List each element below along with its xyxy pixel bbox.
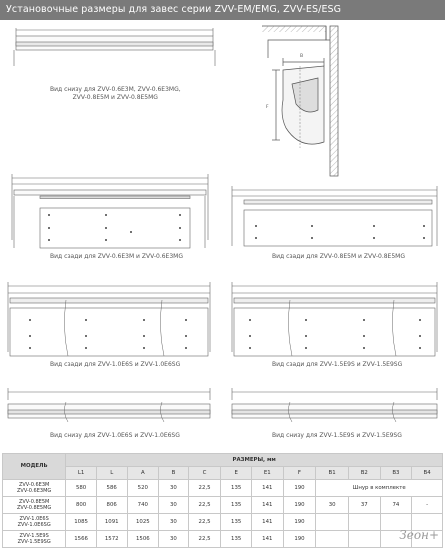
model-name: ZVV-0.6E3MG	[17, 488, 52, 494]
col-header: B	[159, 467, 189, 480]
cell-b1	[316, 531, 349, 548]
col-header: E	[221, 467, 252, 480]
cell-f: 190	[283, 514, 316, 531]
caption-bottom-10: Вид снизу для ZVV-1.0E6S и ZVV-1.0E6SG	[50, 432, 180, 439]
watermark-logo: Зеон+	[399, 528, 439, 542]
model-cell	[3, 531, 66, 548]
cell-b: 30	[159, 497, 189, 514]
rear-view-15	[232, 282, 437, 356]
col-header: B1	[316, 467, 349, 480]
bottom-view-10	[8, 388, 210, 422]
caption-bottom-15: Вид снизу для ZVV-1.5E9S и ZVV-1.5E9SG	[272, 432, 402, 439]
col-header: A	[127, 467, 159, 480]
dim-label-f: F	[266, 105, 269, 110]
cell-e1: 141	[252, 497, 284, 514]
col-header: B3	[380, 467, 412, 480]
cell-b2	[348, 514, 380, 531]
sizes-header: РАЗМЕРЫ, мм	[66, 454, 443, 467]
rear-view-06	[12, 174, 208, 248]
rear-view-08	[232, 186, 437, 246]
caption-rear-06: Вид сзади для ZVV-0.6E3M и ZVV-0.6E3MG	[50, 253, 183, 260]
cell-b2: 37	[348, 497, 380, 514]
cell-l: 586	[96, 480, 127, 497]
caption-rear-10: Вид сзади для ZVV-1.0E6S и ZVV-1.0E6SG	[50, 361, 181, 368]
cell-l1: 580	[66, 480, 97, 497]
model-header: МОДЕЛЬ	[3, 454, 66, 480]
cell-f: 190	[283, 497, 316, 514]
cell-a: 740	[127, 497, 159, 514]
caption-line: Вид снизу для ZVV-0.6E3M, ZVV-0.6E3MG,	[50, 86, 181, 93]
table-row	[3, 514, 443, 531]
cell-a: 1025	[127, 514, 159, 531]
cell-l: 1091	[96, 514, 127, 531]
cell-b: 30	[159, 480, 189, 497]
cell-c: 22,5	[188, 497, 221, 514]
model-name: ZVV-0.8E5MG	[17, 505, 52, 511]
cell-l: 1572	[96, 531, 127, 548]
cell-e1: 141	[252, 531, 284, 548]
caption-rear-08: Вид сзади для ZVV-0.8E5M и ZVV-0.8E5MG	[272, 253, 405, 260]
col-header: L1	[66, 467, 97, 480]
cell-b1	[316, 514, 349, 531]
cell-a: 1506	[127, 531, 159, 548]
col-header: L	[96, 467, 127, 480]
side-section-view	[262, 26, 338, 176]
model-name: ZVV-1.0E6S	[19, 515, 49, 522]
cell-b: 30	[159, 514, 189, 531]
cell-e: 135	[221, 514, 252, 531]
cell-l1: 1085	[66, 514, 97, 531]
model-name: ZVV-0.8E5M	[18, 498, 50, 505]
cell-e: 135	[221, 497, 252, 514]
cell-l: 806	[96, 497, 127, 514]
col-header: C	[188, 467, 221, 480]
table-row	[3, 497, 443, 514]
cell-c: 22,5	[188, 514, 221, 531]
cell-a: 520	[127, 480, 159, 497]
rear-view-10	[8, 282, 210, 356]
table-row	[3, 480, 443, 497]
caption-bottom-small	[50, 86, 181, 102]
caption-rear-15: Вид сзади для ZVV-1.5E9S и ZVV-1.5E9SG	[272, 361, 403, 368]
col-header: F	[283, 467, 316, 480]
model-cell	[3, 514, 66, 531]
model-name: ZVV-1.5E9SG	[17, 539, 51, 545]
cell-b: 30	[159, 531, 189, 548]
cell-c: 22,5	[188, 531, 221, 548]
col-header: B2	[348, 467, 380, 480]
model-cell	[3, 497, 66, 514]
page-title: Установочные размеры для завес серии ZVV-EM/EMG, ZVV-ES/ESG	[0, 0, 445, 20]
cell-b3: 74	[380, 497, 412, 514]
cell-c: 22,5	[188, 480, 221, 497]
cell-f: 190	[283, 531, 316, 548]
caption-line: ZVV-0.8E5M и ZVV-0.8E5MG	[72, 94, 158, 101]
cell-b4: -	[412, 497, 443, 514]
col-header: E1	[252, 467, 284, 480]
model-name: ZVV-1.0E6SG	[17, 522, 51, 528]
cell-f: 190	[283, 480, 316, 497]
cell-l1: 800	[66, 497, 97, 514]
col-header: B4	[412, 467, 443, 480]
model-name: ZVV-0.6E3M	[18, 481, 50, 488]
cell-e: 135	[221, 480, 252, 497]
cell-e: 135	[221, 531, 252, 548]
model-cell	[3, 480, 66, 497]
cell-b1: 30	[316, 497, 349, 514]
cell-merged-cord: Шнур в комплекте	[316, 480, 443, 497]
cell-l1: 1566	[66, 531, 97, 548]
dim-label-b: B	[300, 54, 304, 59]
table-row	[3, 531, 443, 548]
bottom-view-small	[14, 28, 215, 66]
cell-e1: 141	[252, 514, 284, 531]
dimensions-table	[2, 453, 443, 548]
cell-b2	[348, 531, 380, 548]
model-name: ZVV-1.5E9S	[19, 532, 49, 539]
bottom-view-15	[232, 388, 437, 422]
cell-e1: 141	[252, 480, 284, 497]
